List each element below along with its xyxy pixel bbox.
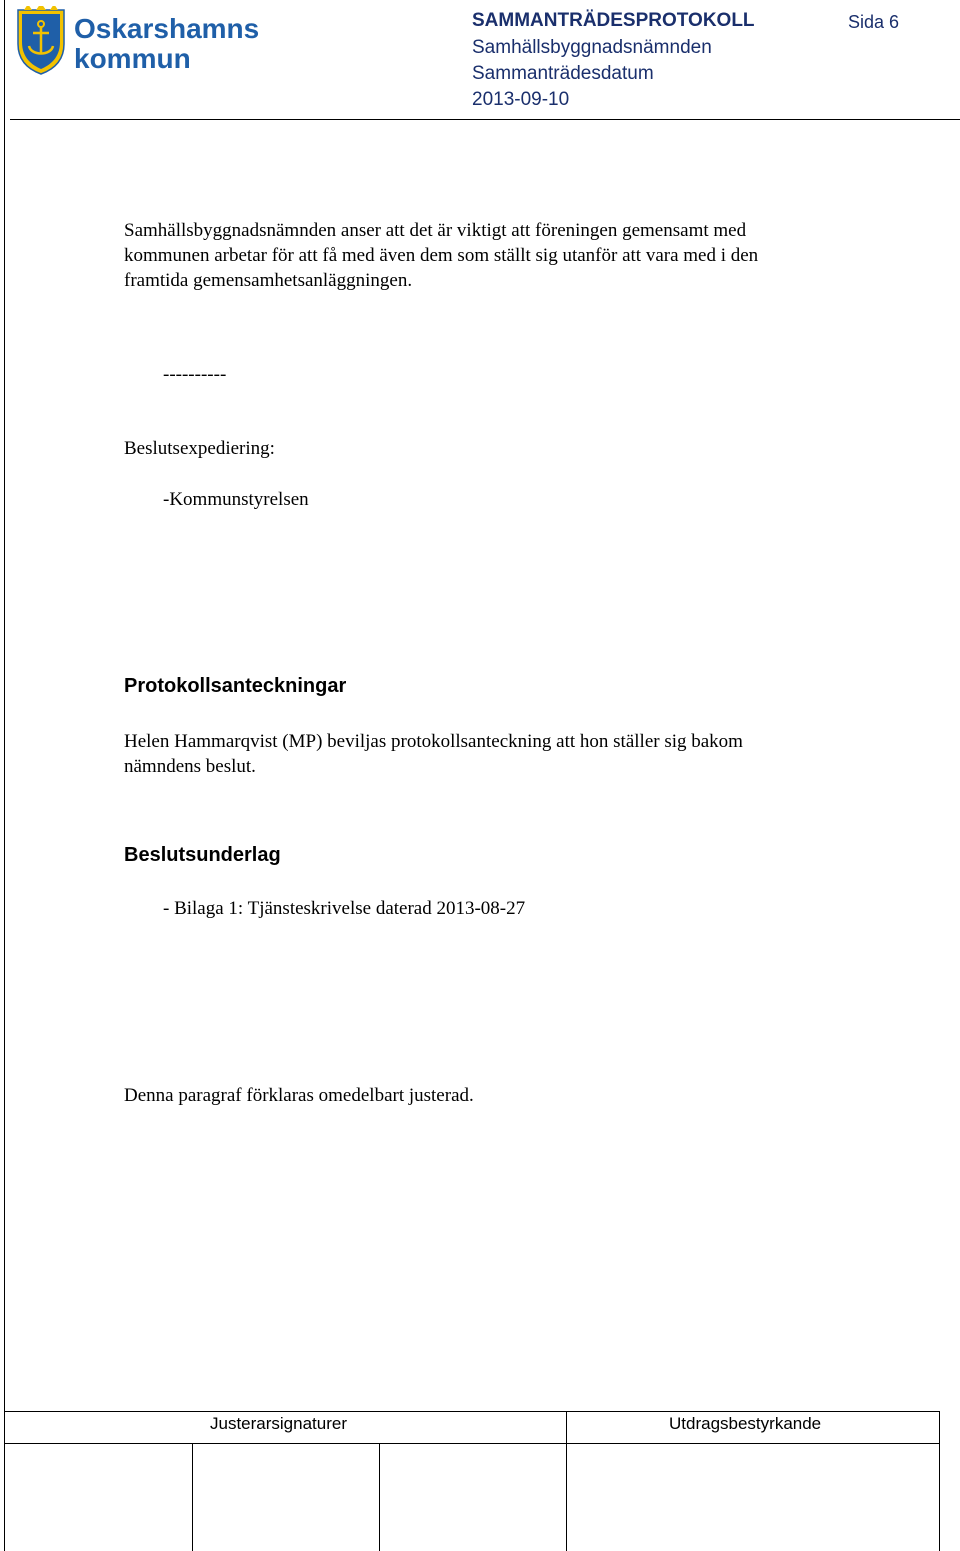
extract-label: Utdragsbestyrkande [669,1414,822,1433]
signature-cell-divider [379,1443,380,1551]
left-margin-rule [4,0,5,1551]
committee-name: Samhällsbyggnadsnämnden [472,37,712,58]
signatures-label: Justerarsignaturer [210,1414,348,1433]
meeting-date: 2013-09-10 [472,89,570,110]
extract-box[interactable] [568,1445,938,1549]
intro-line: Samhällsbyggnadsnämnden anser att det är viktigt att föreningen gemensamt med [124,220,747,241]
separator-dashes: ---------- [163,364,227,385]
table-right-border [939,1411,940,1551]
basis-item: - Bilaga 1: Tjänsteskrivelse daterad 2013-08-27 [163,898,526,919]
table-top-border [4,1411,940,1412]
document-type: SAMMANTRÄDESPROTOKOLL [472,10,755,31]
intro-paragraph [124,218,904,293]
meeting-date-label: Sammanträdesdatum [472,63,654,84]
page-number: Sida 6 [848,12,900,32]
table-column-divider [566,1411,567,1551]
svg-text:Oskarshamns: Oskarshamns [74,13,260,44]
notes-paragraph [124,729,904,779]
notes-line: Helen Hammarqvist (MP) beviljas protokollsanteckning att hon ställer sig bakom [124,731,743,752]
municipality-logo [14,6,264,76]
expedition-label: Beslutsexpediering: [124,438,275,459]
notes-line: nämndens beslut. [124,756,256,777]
basis-heading: Beslutsunderlag [124,844,281,866]
crest-icon [14,6,264,76]
final-statement: Denna paragraf förklaras omedelbart justerad. [124,1085,474,1106]
intro-line: framtida gemensamhetsanläggningen. [124,270,413,291]
signature-box-1[interactable] [194,1445,378,1549]
signature-table [4,1411,940,1551]
header-divider [10,119,960,120]
notes-heading: Protokollsanteckningar [124,675,347,697]
svg-text:kommun: kommun [74,43,191,74]
intro-line: kommunen arbetar för att få med även dem som ställt sig utanför att vara med i den [124,245,759,266]
signature-cell-divider [192,1443,193,1551]
signature-box-2[interactable] [381,1445,565,1549]
table-header-border [4,1443,940,1444]
expedition-recipient: -Kommunstyrelsen [163,489,309,510]
